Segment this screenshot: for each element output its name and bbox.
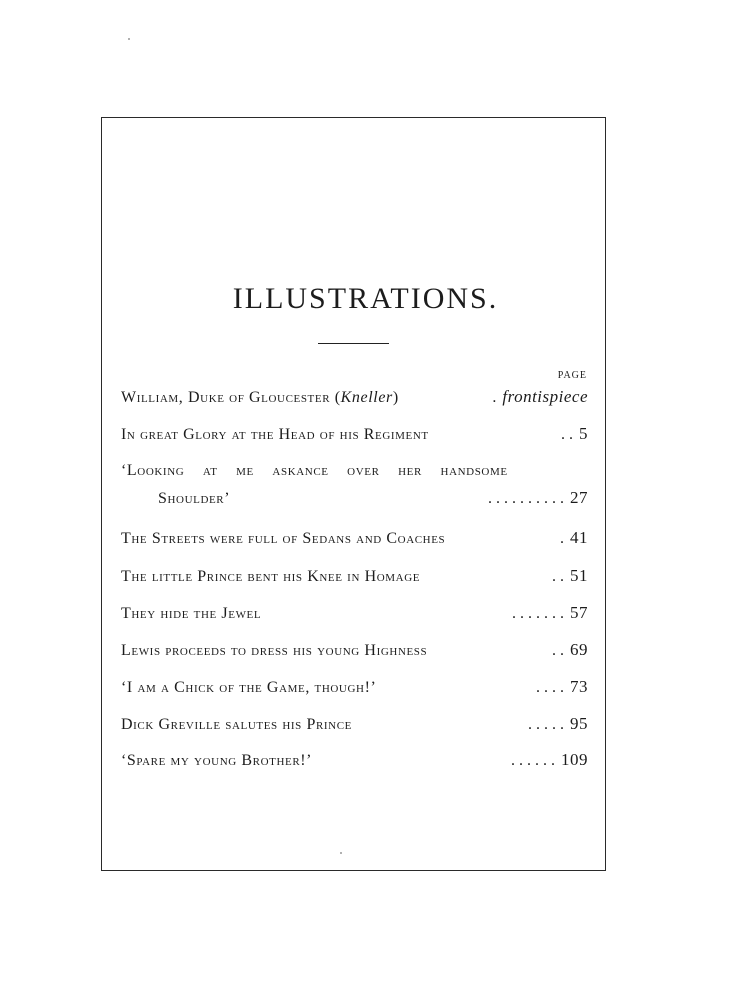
entry-title: ‘I am a Chick of the Game, though!’ <box>121 679 377 696</box>
leader-dots: . . . . . . . <box>512 605 564 622</box>
entry-page: 5 <box>579 424 588 443</box>
leader-dots: . . <box>552 642 564 659</box>
entry-page: 27 <box>570 488 588 507</box>
entry-page: 51 <box>570 566 588 585</box>
entry-page: 95 <box>570 714 588 733</box>
list-item <box>121 640 588 666</box>
list-item <box>121 750 588 776</box>
entry-title: ‘Looking at me askance over her handsome <box>121 462 508 479</box>
entry-page: frontispiece <box>502 387 588 406</box>
leader-dots: . <box>492 389 497 406</box>
leader-dots: . . . . . . . . . . <box>488 490 564 507</box>
entry-title: ‘Spare my young Brother!’ <box>121 752 313 769</box>
list-item <box>121 603 588 629</box>
list-item <box>121 677 588 703</box>
title-divider <box>318 343 389 344</box>
list-item <box>121 387 588 413</box>
list-item <box>121 528 588 554</box>
paper-speck <box>128 38 130 40</box>
leader-dots: . . . . <box>536 679 564 696</box>
entry-title: In great Glory at the Head of his Regiment <box>121 426 429 443</box>
list-item <box>121 462 588 514</box>
page-column-label: PAGE <box>557 370 587 381</box>
leader-dots: . . <box>561 426 573 443</box>
list-item <box>121 424 588 450</box>
paper-speck <box>340 852 342 854</box>
entry-page: 41 <box>570 528 588 547</box>
entry-title: The little Prince bent his Knee in Homage <box>121 568 421 585</box>
entry-title: The Streets were full of Sedans and Coaches <box>121 530 446 547</box>
entry-page: 109 <box>561 750 588 769</box>
entry-title: Lewis proceeds to dress his young Highness <box>121 642 428 659</box>
leader-dots: . . . . . <box>528 716 564 733</box>
list-item <box>121 714 588 740</box>
entry-title: Dick Greville salutes his Prince <box>121 716 352 733</box>
entry-title: William, Duke of Gloucester (Kneller) <box>121 389 399 406</box>
page-title: ILLUSTRATIONS. <box>232 282 499 315</box>
leader-dots: . . . . . . <box>511 752 555 769</box>
entry-title-continued: Shoulder’ <box>158 490 231 507</box>
entry-page: 69 <box>570 640 588 659</box>
list-item <box>121 566 588 592</box>
entry-page: 57 <box>570 603 588 622</box>
entry-title: They hide the Jewel <box>121 605 262 622</box>
leader-dots: . <box>560 530 564 547</box>
leader-dots: . . <box>552 568 564 585</box>
entry-page: 73 <box>570 677 588 696</box>
